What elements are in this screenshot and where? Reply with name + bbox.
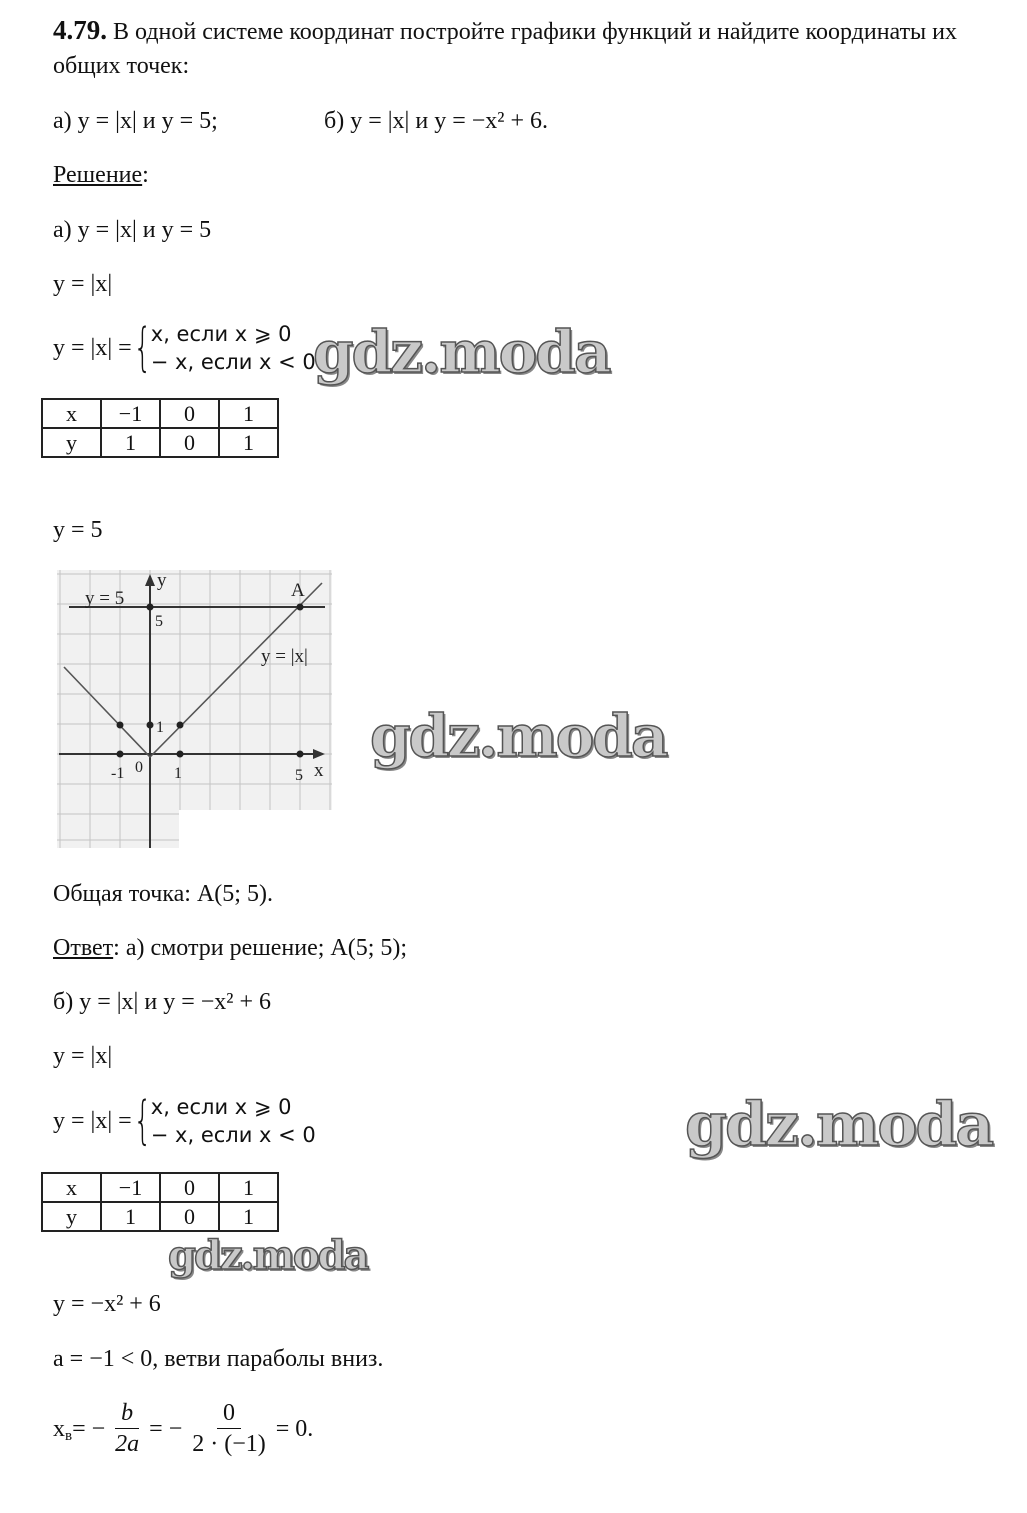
point-1-1 [177, 722, 184, 729]
table-cell: x [42, 1173, 101, 1202]
value-table-b [41, 1172, 279, 1232]
point-m1-0 [117, 751, 124, 758]
axis-label-y: y [157, 570, 167, 591]
part-b-header: б) y = |x| и y = −x² + 6 [53, 989, 271, 1015]
case-neg: − x, если x < 0 [150, 350, 316, 374]
table-cell: 0 [160, 428, 219, 457]
tick-label-0: 0 [135, 759, 143, 776]
table-cell: 1 [101, 428, 160, 457]
brace-icon: { [133, 318, 152, 378]
table-cell: 1 [101, 1202, 160, 1231]
value-table [41, 398, 279, 458]
tick-label-1y: 1 [156, 719, 164, 736]
answer-label: Ответ [53, 935, 114, 961]
problem-part-a: а) y = |x| и y = 5; [53, 108, 218, 134]
common-point: Общая точка: A(5; 5). [53, 881, 273, 907]
brace-icon: { [133, 1091, 152, 1151]
table-cell: 0 [160, 399, 219, 428]
label-y-abs: y = |x| [261, 646, 308, 667]
part-a-header: а) y = |x| и y = 5 [53, 217, 212, 243]
fraction-denominator: 2 · (−1) [192, 1431, 266, 1457]
watermark: gdz.moda [370, 702, 667, 770]
piecewise-lhs: y = |x| = [53, 335, 132, 361]
case-nonneg-b: x, если x ⩾ 0 [150, 1095, 292, 1119]
table-cell: −1 [101, 399, 160, 428]
solution-label: Решение [53, 162, 143, 188]
fraction-denominator: 2a [115, 1431, 140, 1457]
problem-statement [53, 16, 957, 46]
table-cell: 1 [219, 428, 278, 457]
table-row [42, 1173, 278, 1202]
xv-subscript: в [65, 1427, 73, 1444]
piecewise-definition [53, 320, 316, 376]
point-0-1 [147, 722, 154, 729]
label-A: A [291, 580, 305, 601]
xv-result: = 0. [275, 1415, 314, 1442]
axis-label-x: x [314, 760, 324, 781]
table-row [42, 399, 278, 428]
watermark: gdz.moda [685, 1090, 993, 1160]
xv-equals-2: = − [149, 1415, 183, 1442]
vertex-formula [53, 1398, 313, 1459]
fraction-0-over-2m1 [186, 1398, 272, 1459]
problem-text-line1: В одной системе координат постройте графики функций и найдите координаты их [113, 19, 958, 45]
problem-text-line2: общих точек: [53, 53, 190, 79]
problem-part-b: б) y = |x| и y = −x² + 6. [324, 108, 548, 134]
point-5-0 [297, 751, 304, 758]
label-y5: y = 5 [85, 588, 125, 609]
point-1-0 [177, 751, 184, 758]
table-cell: 0 [160, 1173, 219, 1202]
answer-text: : а) смотри решение; A(5; 5); [113, 935, 408, 961]
parabola-line: y = −x² + 6 [53, 1291, 161, 1317]
xv-equals: = − [72, 1415, 106, 1442]
tick-label-5x: 5 [295, 767, 303, 784]
graph-background-tail [57, 810, 179, 848]
case-neg-b: − x, если x < 0 [150, 1123, 316, 1147]
table-cell: 1 [219, 1173, 278, 1202]
point-m1-1 [117, 722, 124, 729]
y-abs-line: y = |x| [53, 271, 113, 297]
problem-number: 4.79. [53, 15, 107, 45]
piecewise-lhs-b: y = |x| = [53, 1108, 132, 1134]
answer-line [53, 934, 407, 962]
graph-abs-and-y5 [57, 570, 347, 848]
y-abs-line-b: y = |x| [53, 1043, 113, 1069]
watermark: gdz.moda [168, 1232, 368, 1279]
point-A [297, 604, 304, 611]
table-cell: 0 [160, 1202, 219, 1231]
case-nonneg: x, если x ⩾ 0 [150, 322, 292, 346]
solution-colon: : [142, 162, 149, 188]
tick-label-m1: -1 [111, 765, 125, 782]
table-cell: 1 [219, 1202, 278, 1231]
coefficient-line: a = −1 < 0, ветви параболы вниз. [53, 1346, 384, 1372]
y5-line: y = 5 [53, 517, 103, 543]
table-cell: 1 [219, 399, 278, 428]
fraction-b-over-2a [109, 1398, 145, 1459]
table-row [42, 1202, 278, 1231]
table-cell: −1 [101, 1173, 160, 1202]
watermark: gdz.moda [313, 318, 610, 386]
table-cell: x [42, 399, 101, 428]
tick-label-1x: 1 [174, 765, 182, 782]
solution-heading [53, 161, 149, 189]
table-cell: y [42, 428, 101, 457]
table-row [42, 428, 278, 457]
fraction-numerator: 0 [217, 1398, 241, 1429]
fraction-numerator: b [115, 1398, 139, 1429]
xv-symbol: x [53, 1415, 65, 1442]
tick-label-5y: 5 [155, 613, 163, 630]
point-0-5 [147, 604, 154, 611]
table-cell: y [42, 1202, 101, 1231]
piecewise-definition-b [53, 1093, 316, 1149]
